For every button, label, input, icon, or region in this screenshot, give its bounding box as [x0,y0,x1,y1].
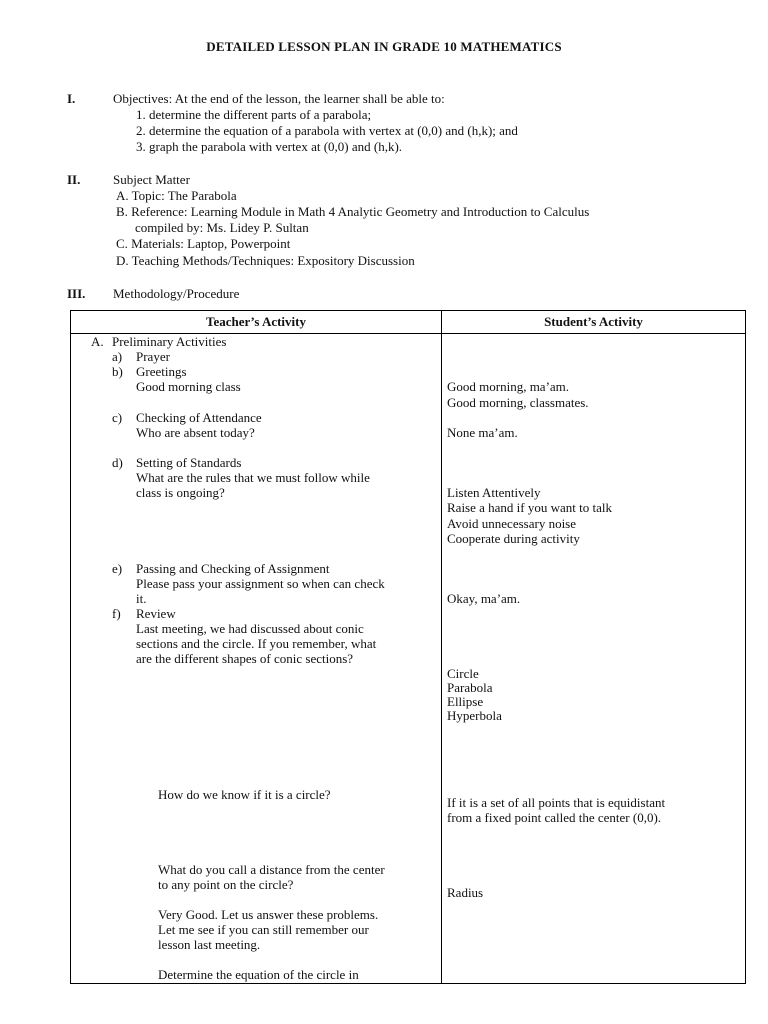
section-3-numeral: III. [67,286,86,301]
student-text: Radius [447,885,484,900]
teacher-text: it. [136,591,147,606]
section-1-numeral: I. [67,91,76,106]
teacher-text: Greetings [136,364,187,379]
teacher-text: How do we know if it is a circle? [158,787,331,802]
student-text: Good morning, ma’am. [447,379,570,394]
student-text: Cooperate during activity [447,531,580,546]
student-text: Raise a hand if you want to talk [447,500,612,515]
section-1-heading: Objectives: At the end of the lesson, the learner shall be able to: [113,91,445,106]
teacher-text: lesson last meeting. [158,937,261,952]
teacher-text: to any point on the circle? [158,877,294,892]
section-2-heading: Subject Matter [113,172,190,187]
teacher-text: Review [136,606,176,621]
subject-item: B. Reference: Learning Module in Math 4 Analytic Geometry and Introduction to Calculus [116,204,590,219]
teacher-text: are the different shapes of conic sections? [136,651,354,666]
student-text: Avoid unnecessary noise [447,516,577,531]
student-text: Parabola [447,680,493,695]
teacher-text: sections and the circle. If you remember, what [136,636,377,651]
teacher-text: Preliminary Activities [112,334,227,349]
student-text: Hyperbola [447,708,502,723]
teacher-text: What are the rules that we must follow while [136,470,370,485]
teacher-text: Determine the equation of the circle in [158,967,359,982]
student-text: If it is a set of all points that is equidistant [447,795,666,810]
student-activity-header: Student’s Activity [544,314,643,329]
teacher-text: Prayer [136,349,170,364]
subject-item: compiled by: Ms. Lidey P. Sultan [135,220,309,235]
teacher-text: Setting of Standards [136,455,242,470]
student-text: Circle [447,666,479,681]
teacher-label: f) [112,606,121,621]
teacher-label: c) [112,410,123,425]
teacher-text: What do you call a distance from the center [158,862,385,877]
objective-item: 2. determine the equation of a parabola with vertex at (0,0) and (h,k); and [136,123,518,138]
teacher-text: Let me see if you can still remember our [158,922,369,937]
teacher-label: b) [112,364,123,379]
teacher-text: Who are absent today? [136,425,255,440]
objective-item: 3. graph the parabola with vertex at (0,0) and (h,k). [136,139,403,154]
teacher-text: Good morning class [136,379,241,394]
student-text: Listen Attentively [447,485,541,500]
teacher-label: a) [112,349,123,364]
teacher-text: Please pass your assignment so when can check [136,576,385,591]
student-text: None ma’am. [447,425,518,440]
student-text: Good morning, classmates. [447,395,589,410]
subject-item: A. Topic: The Parabola [116,188,237,203]
table-column-divider [441,311,442,983]
student-text: Ellipse [447,694,484,709]
teacher-text: Very Good. Let us answer these problems. [158,907,379,922]
subject-item: C. Materials: Laptop, Powerpoint [116,236,291,251]
teacher-label: d) [112,455,123,470]
teacher-label: A. [91,334,104,349]
section-3-heading: Methodology/Procedure [113,286,240,301]
subject-item: D. Teaching Methods/Techniques: Expository Discussion [116,253,415,268]
teacher-text: Last meeting, we had discussed about conic [136,621,364,636]
teacher-label: e) [112,561,123,576]
teacher-text: Checking of Attendance [136,410,262,425]
student-text: Okay, ma’am. [447,591,521,606]
teacher-text: class is ongoing? [136,485,225,500]
objective-item: 1. determine the different parts of a parabola; [136,107,372,122]
teacher-text: Passing and Checking of Assignment [136,561,330,576]
teacher-activity-header: Teacher’s Activity [205,314,306,329]
student-text: from a fixed point called the center (0,0). [447,810,662,825]
section-2-numeral: II. [67,172,81,187]
page-title: DETAILED LESSON PLAN IN GRADE 10 MATHEMATICS [206,39,562,54]
